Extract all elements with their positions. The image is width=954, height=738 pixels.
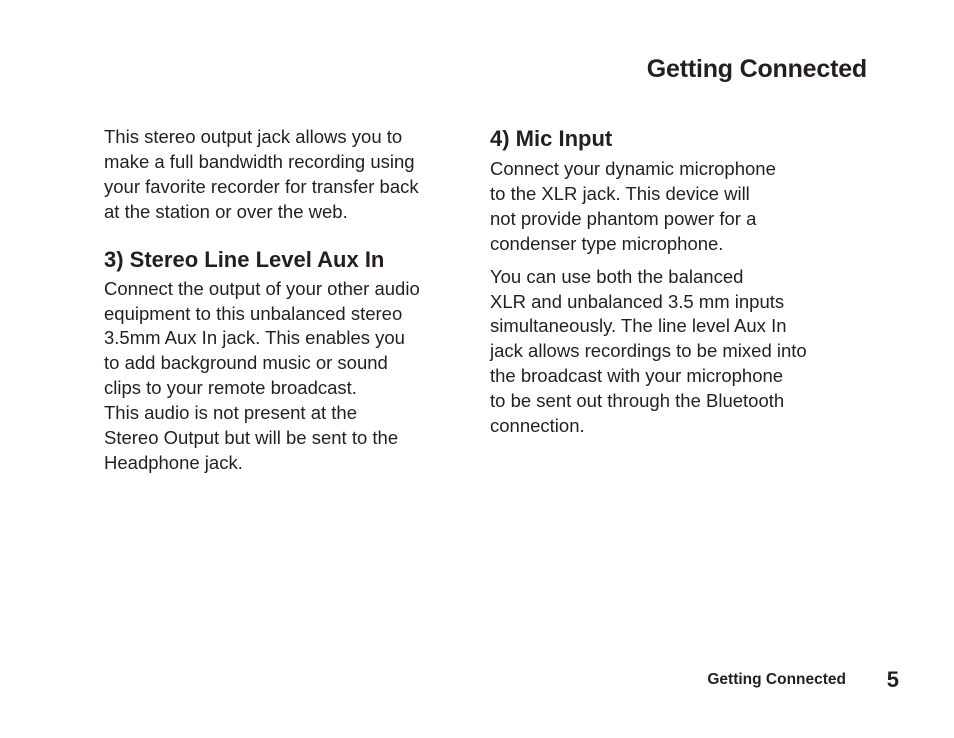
left-column [104,125,464,476]
text-line: equipment to this unbalanced stereo [104,302,403,324]
aux-in-paragraph [104,277,464,476]
footer-section-label: Getting Connected [707,671,846,688]
text-line: Headphone jack. [104,451,243,473]
text-line: This stereo output jack allows you to [104,126,403,147]
text-line: connection. [490,415,585,437]
text-line: You can use both the balanced [490,265,744,287]
text-line: Connect your dynamic microphone [490,158,776,179]
text-line: XLR and unbalanced 3.5 mm inputs [490,290,785,312]
text-line: This audio is not present at the [104,402,357,424]
text-line: to be sent out through the Bluetooth [490,390,785,412]
section-heading-mic-input: 4) Mic Input [490,126,613,151]
text-line: Connect the output of your other audio [104,277,420,299]
mic-input-paragraph [490,157,860,257]
text-line: the broadcast with your microphone [490,365,784,387]
text-line: make a full bandwidth recording using [104,150,415,172]
text-line: not provide phantom power for a [490,207,757,229]
page-title: Getting Connected [646,55,867,83]
text-line: your favorite recorder for transfer back [104,175,419,197]
intro-paragraph [104,125,464,225]
page-number: 5 [886,667,899,692]
text-line: jack allows recordings to be mixed into [490,340,807,362]
right-column [490,125,860,439]
inputs-paragraph [490,265,860,439]
text-line: Stereo Output but will be sent to the [104,427,399,449]
text-line: simultaneously. The line level Aux In [490,315,787,337]
text-line: to the XLR jack. This device will [490,182,750,204]
text-line: 3.5mm Aux In jack. This enables you [104,327,405,349]
section-heading-aux-in: 3) Stereo Line Level Aux In [104,246,385,272]
text-line: to add background music or sound [104,352,388,374]
text-line: clips to your remote broadcast. [104,377,357,399]
text-line: at the station or over the web. [104,200,348,222]
text-line: condenser type microphone. [490,232,724,254]
